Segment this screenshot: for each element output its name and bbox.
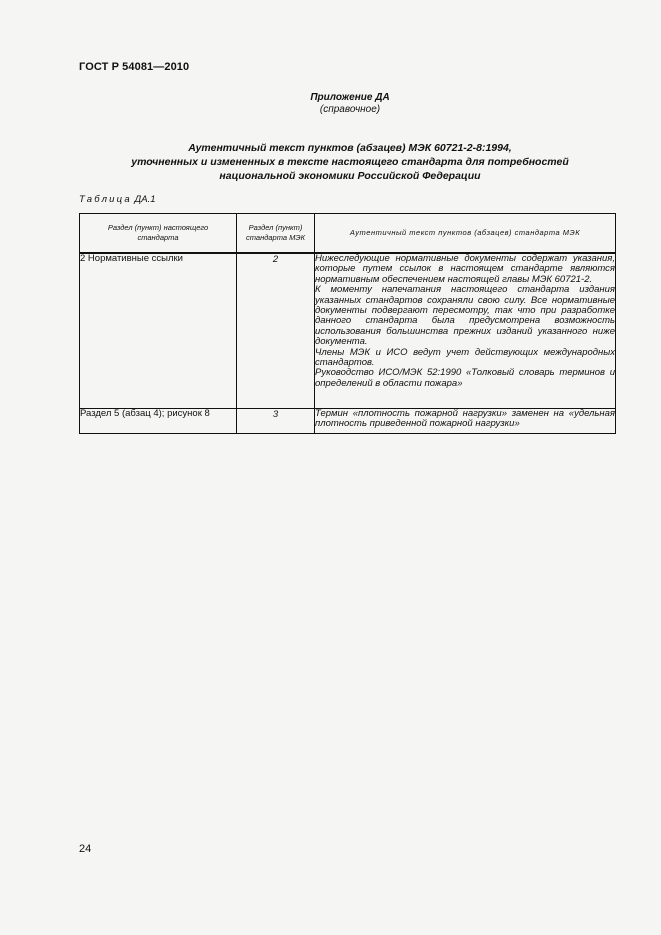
heading-line-1: Аутентичный текст пунктов (абзацев) МЭК 60721-2-8:1994, bbox=[188, 142, 512, 154]
column-header: Раздел (пункт) стандарта МЭК bbox=[237, 214, 315, 254]
iec-section-cell: 2 bbox=[237, 253, 315, 409]
concordance-table bbox=[79, 213, 616, 434]
table-header-row bbox=[80, 214, 616, 254]
annex-subtitle: (справочное) bbox=[319, 104, 381, 115]
heading-line-2: уточненных и измененных в тексте настоящего стандарта для потребностей bbox=[131, 156, 569, 168]
table-caption-id: ДА.1 bbox=[134, 194, 156, 205]
iec-section-cell: 3 bbox=[237, 409, 315, 434]
annex-title: Приложение ДА bbox=[310, 92, 390, 103]
paragraph: К моменту напечатания настоящего стандарта издания указанных стандартов сохраняли свою силу. Все нормативные документы подвергают пересмотру, так что при разработке данного стандарта была предусмотрена возможность использования большинства прежних изданий указанного ниже документа. bbox=[315, 284, 615, 348]
section-cell: 2 Нормативные ссылки bbox=[80, 253, 237, 409]
column-header: Аутентичный текст пунктов (абзацев) стандарта МЭК bbox=[315, 214, 616, 254]
paragraph: Члены МЭК и ИСО ведут учет действующих международных стандартов. bbox=[315, 346, 615, 369]
paragraph: Термин «плотность пожарной нагрузки» заменен на «удельная плотность приведенной пожарной нагрузки» bbox=[315, 408, 615, 430]
section-cell: Раздел 5 (абзац 4); рисунок 8 bbox=[80, 409, 237, 434]
table-caption bbox=[79, 194, 155, 205]
table-caption-word: Таблица bbox=[79, 194, 132, 205]
table-row bbox=[80, 409, 616, 434]
table-row bbox=[80, 253, 616, 409]
column-header: Раздел (пункт) настоящего стандарта bbox=[80, 214, 237, 254]
text-cell bbox=[315, 253, 616, 409]
page-number: 24 bbox=[79, 843, 92, 855]
text-cell bbox=[315, 409, 616, 434]
paragraph: Нижеследующие нормативные документы содержат указания, которые путем ссылок в настоящем стандарте являются нормативным обеспечением настоящей главы МЭК 60721-2. bbox=[315, 253, 615, 285]
document-code: ГОСТ Р 54081—2010 bbox=[79, 61, 190, 73]
heading-line-3: национальной экономики Российской Федерации bbox=[219, 170, 481, 182]
paragraph: Руководство ИСО/МЭК 52:1990 «Толковый словарь терминов и определений в области пожара» bbox=[315, 367, 615, 389]
